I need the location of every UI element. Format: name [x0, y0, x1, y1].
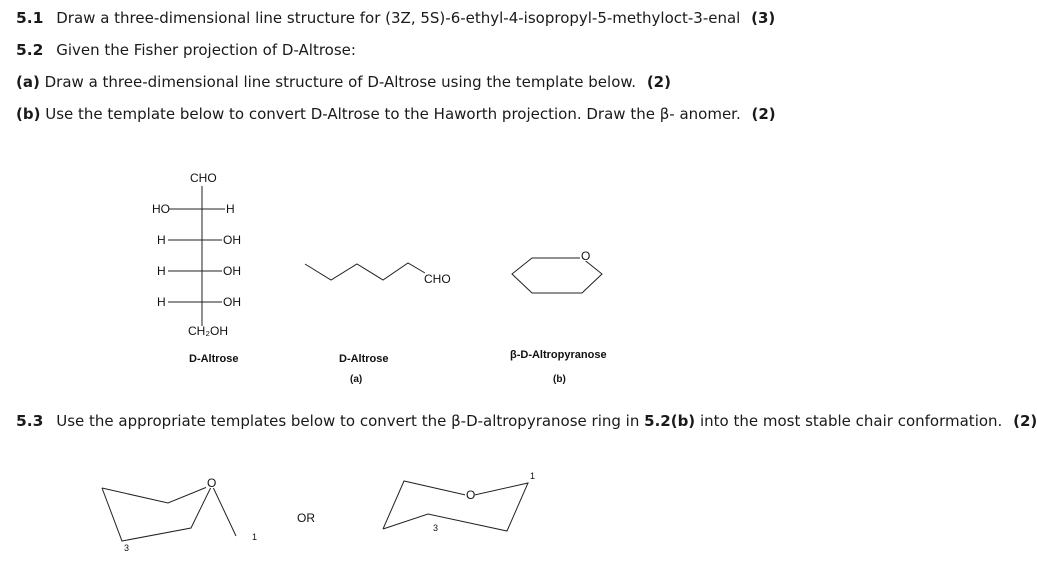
marks: (2) — [646, 73, 671, 91]
fischer-bottom-label: CH₂OH — [188, 324, 228, 338]
chair-right — [383, 481, 528, 531]
chair-right-c3-label: 3 — [433, 523, 439, 533]
chair-left-upper — [102, 485, 212, 503]
question-text-2: into the most stable chair conformation. — [699, 412, 1003, 430]
zigzag-end-label: CHO — [424, 272, 451, 286]
question-number: 5.1 — [16, 9, 44, 27]
part-label: (b) — [16, 105, 41, 123]
fischer-row-1-left: HO — [152, 202, 170, 216]
zigzag-sub-label: (a) — [350, 374, 363, 385]
chair-left-c3-label: 3 — [124, 543, 130, 553]
question-text: Draw a three-dimensional line structure of D-Altrose using the template below. — [44, 73, 637, 91]
marks: (2) — [1013, 412, 1037, 430]
fischer-row-3-left: H — [157, 264, 166, 278]
chair-right-c1-label: 1 — [530, 471, 536, 481]
marks: (2) — [751, 105, 776, 123]
zigzag-caption: D-Altrose — [339, 353, 389, 365]
marks: (3) — [751, 9, 776, 27]
haworth-ring-oxygen: O — [581, 249, 591, 263]
haworth-caption: β-D-Altropyranose — [510, 349, 607, 361]
question-number: 5.2 — [16, 41, 44, 59]
zigzag-chain — [305, 263, 425, 280]
or-label: OR — [297, 511, 315, 525]
fischer-row-1-right: H — [226, 202, 235, 216]
chair-left-ring-oxygen: O — [207, 476, 217, 490]
question-text: Given the Fisher projection of D-Altrose: — [56, 41, 356, 59]
haworth-ring — [512, 258, 602, 293]
chair-left-lower — [102, 485, 236, 541]
question-text: Use the template below to convert D-Altrose to the Haworth projection. Draw the β- anomer. — [45, 105, 741, 123]
part-label: (a) — [16, 73, 40, 91]
question-number: 5.3 — [16, 412, 44, 430]
fischer-row-4-left: H — [157, 295, 166, 309]
fischer-top-label: CHO — [190, 171, 217, 185]
chair-left-c1-label: 1 — [252, 532, 258, 542]
fischer-row-2-right: OH — [223, 233, 241, 247]
question-reference: 5.2(b) — [644, 412, 696, 430]
question-text: Use the appropriate templates below to convert the β-D-altropyranose ring in — [56, 412, 640, 430]
haworth-sub-label: (b) — [553, 374, 566, 385]
chair-right-ring-oxygen: O — [466, 488, 476, 502]
fischer-caption: D-Altrose — [189, 353, 239, 365]
fischer-row-3-right: OH — [223, 264, 241, 278]
fischer-projection — [168, 186, 225, 326]
fischer-row-4-right: OH — [223, 295, 241, 309]
question-text: Draw a three-dimensional line structure for (3Z, 5S)-6-ethyl-4-isopropyl-5-methyloct-3-enal — [56, 9, 741, 27]
fischer-row-2-left: H — [157, 233, 166, 247]
